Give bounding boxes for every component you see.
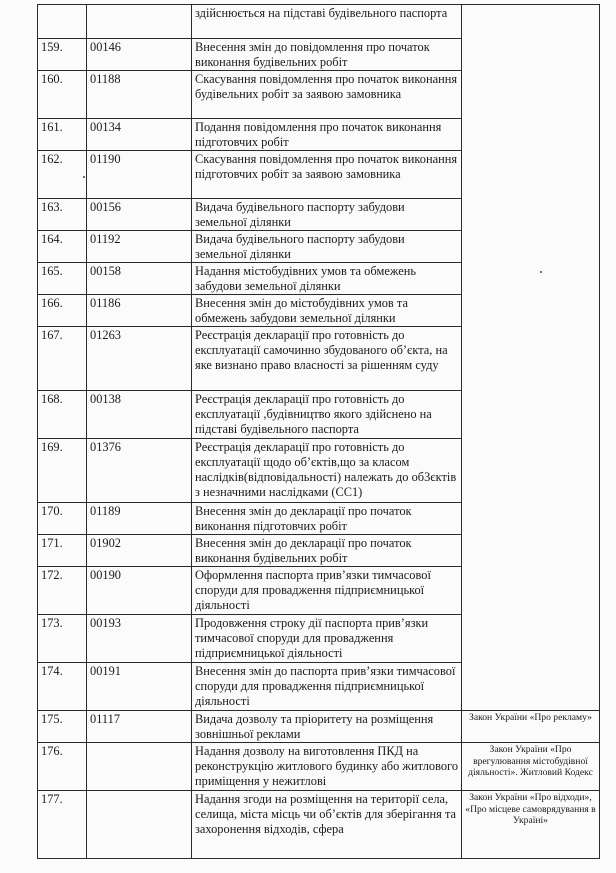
row-number: 174. — [38, 663, 87, 711]
row-number: 166. — [38, 295, 87, 327]
row-number: 167. — [38, 327, 87, 391]
service-code: 01188 — [87, 71, 192, 119]
row-number: 177. — [38, 791, 87, 859]
service-name: Видача будівельного паспорту забудови земельної ділянки — [192, 231, 462, 263]
service-name: Реєстрація декларації про готовність до експлуатації ,будівництво якого здійснено на підставі будівельного паспорта — [192, 391, 462, 439]
row-number: 164. — [38, 231, 87, 263]
service-name: Надання містобудівних умов та обмежень забудови земельної ділянки — [192, 263, 462, 295]
service-code: 00158 — [87, 263, 192, 295]
row-number: 163. — [38, 199, 87, 231]
legal-basis: Закон України «Про рекламу» — [462, 711, 600, 743]
legal-basis: Закон України «Про врегулювання містобудівної діяльності». Житловий Кодекс — [462, 743, 600, 791]
service-name: Надання згоди на розміщення на території села, селища, міста місць чи об’єктів для зберігання та захоронення відходів, сфера — [192, 791, 462, 859]
service-name: Скасування повідомлення про початок виконання будівельних робіт за заявою замовника — [192, 71, 462, 119]
service-code: 00191 — [87, 663, 192, 711]
service-code — [87, 743, 192, 791]
service-code: 00134 — [87, 119, 192, 151]
service-name: Реєстрація декларації про готовність до експлуатації щодо об’єктів,що за класом наслідків(відповідальності) належать до об3єктів з незначними наслідками (СС1) — [192, 439, 462, 503]
service-code: 01190 — [87, 151, 192, 199]
table-row — [38, 711, 600, 743]
service-code: 00193 — [87, 615, 192, 663]
row-number: 171. — [38, 535, 87, 567]
service-name: Внесення змін до містобудівних умов та обмежень забудови земельної ділянки — [192, 295, 462, 327]
row-number: 168. — [38, 391, 87, 439]
service-code: 01376 — [87, 439, 192, 503]
row-number: 169. — [38, 439, 87, 503]
scan-speck — [83, 176, 85, 178]
continuation-row — [38, 5, 600, 39]
service-name: Внесення змін до декларації про початок виконання підготовчих робіт — [192, 503, 462, 535]
legal-basis: Закон України «Про відходи», «Про місцеве самоврядування в Україні» — [462, 791, 600, 859]
table-row — [38, 791, 600, 859]
row-number: 165. — [38, 263, 87, 295]
service-code: 01189 — [87, 503, 192, 535]
service-code: 00146 — [87, 39, 192, 71]
row-number: 176. — [38, 743, 87, 791]
row-number-cell — [38, 5, 87, 39]
service-code: 00156 — [87, 199, 192, 231]
service-name: Оформлення паспорта прив’язки тимчасової споруди для провадження підприємницької діяльності — [192, 567, 462, 615]
service-name: Внесення змін до повідомлення про початок виконання будівельних робіт — [192, 39, 462, 71]
service-code: 01902 — [87, 535, 192, 567]
row-number: 170. — [38, 503, 87, 535]
service-code: 00138 — [87, 391, 192, 439]
row-number: 161. — [38, 119, 87, 151]
service-code-cell — [87, 5, 192, 39]
services-table — [37, 4, 600, 859]
service-name-cell: здійснюється на підставі будівельного паспорта — [192, 5, 462, 39]
service-name: Надання дозволу на виготовлення ПКД на реконструкцію житлового будинку або житлового приміщення у нежитлові — [192, 743, 462, 791]
table-row — [38, 743, 600, 791]
service-name: Внесення змін до паспорта прив’язки тимчасової споруди для провадження підприємницької діяльності — [192, 663, 462, 711]
service-code: 01192 — [87, 231, 192, 263]
service-code: 01186 — [87, 295, 192, 327]
row-number: 173. — [38, 615, 87, 663]
service-code: 01117 — [87, 711, 192, 743]
row-number: 162. — [38, 151, 87, 199]
legal-basis-cell — [462, 5, 600, 711]
service-name: Подання повідомлення про початок виконання підготовчих робіт — [192, 119, 462, 151]
service-name: Продовження строку дії паспорта прив’язки тимчасової споруди для провадження підприємницької діяльності — [192, 615, 462, 663]
scan-speck — [540, 271, 542, 273]
service-code: 01263 — [87, 327, 192, 391]
row-number: 175. — [38, 711, 87, 743]
row-number: 160. — [38, 71, 87, 119]
service-name: Скасування повідомлення про початок виконання підготовчих робіт за заявою замовника — [192, 151, 462, 199]
service-name: Реєстрація декларації про готовність до експлуатації самочинно збудованого об’єкта, на яке визнано право власності за рішенням суду — [192, 327, 462, 391]
service-code: 00190 — [87, 567, 192, 615]
service-name: Видача дозволу та пріоритету на розміщення зовнішньої реклами — [192, 711, 462, 743]
service-code — [87, 791, 192, 859]
service-name: Внесення змін до декларації про початок виконання будівельних робіт — [192, 535, 462, 567]
row-number: 159. — [38, 39, 87, 71]
service-name: Видача будівельного паспорту забудови земельної ділянки — [192, 199, 462, 231]
row-number: 172. — [38, 567, 87, 615]
